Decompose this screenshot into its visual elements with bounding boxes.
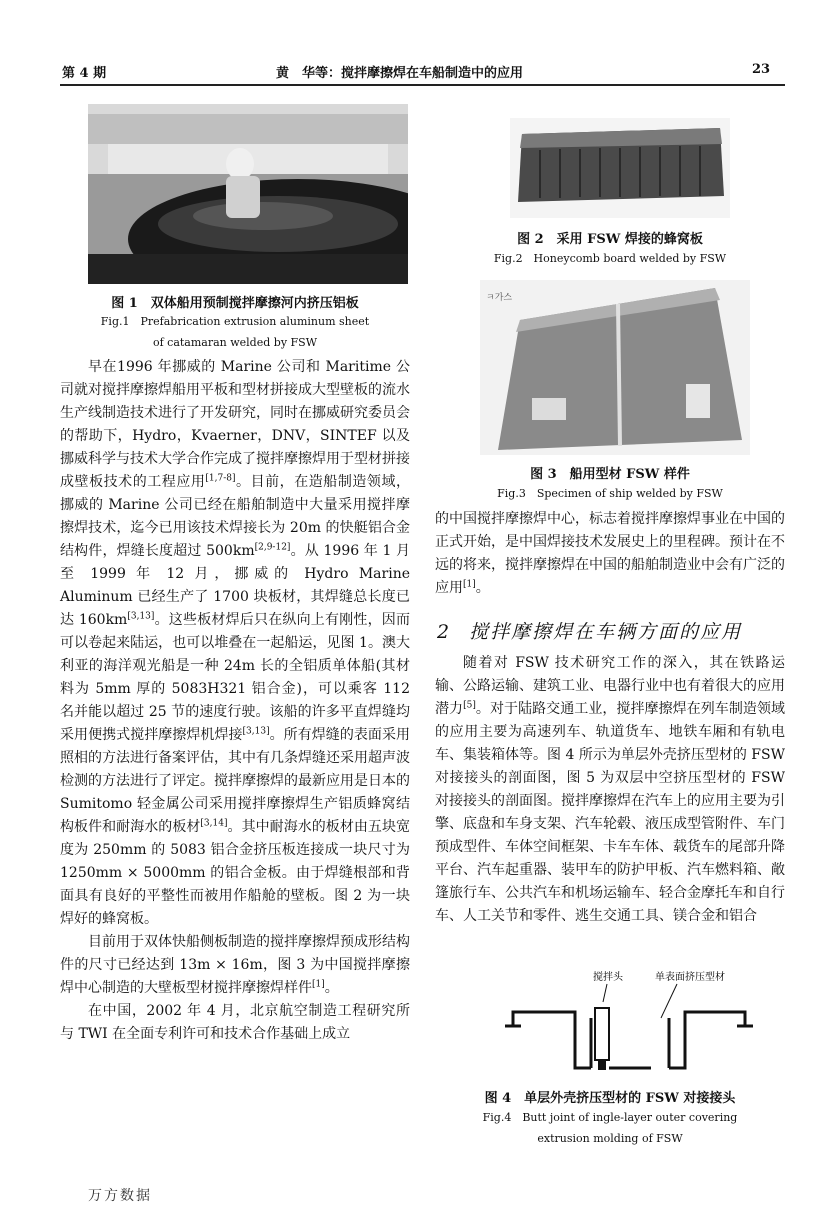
figure-4-caption: 图 4 单层外壳挤压型材的 FSW 对接接头	[484, 1091, 736, 1106]
section-number: 2	[437, 621, 452, 643]
butt-joint-diagram	[495, 968, 765, 1080]
figure-1-caption-en-line1: Fig.1 Prefabrication extrusion aluminum sheet	[100, 315, 370, 328]
figure-2-photo	[510, 118, 730, 218]
label-tool: 搅拌头	[593, 972, 623, 983]
figure-3-caption-en: Fig.3 Specimen of ship welded by FSW	[497, 487, 723, 500]
figure-2-caption-en: Fig.2 Honeycomb board welded by FSW	[493, 252, 727, 265]
issue-number: 第 4 期	[62, 66, 107, 81]
section-heading	[437, 617, 742, 644]
paragraph-vehicles: 随着对 FSW 技术研究工作的深入，其在铁路运输、公路运输、建筑工业、电器行业中也有着很大的应用潜力[5]。对于陆路交通工业，搅拌摩擦焊在列车制造领域的应用主要为高速列车、轨道货车、地铁车厢和有轨电车、集装箱体等。图 4 所示为单层外壳挤压型材的 FSW 对接接头的剖面图，图 5 为双层中空挤压型材的 FSW 对接接头的剖面图。搅拌摩擦焊在汽车上的应用主要为引擎、底盘和车身支架、汽车轮毂、液压成型管附件、车门预成型件、车体空间框架、卡车车体、载货车的尾部升降平台、汽车起重器、装甲车的防护甲板、汽车燃料箱、敞篷旅行车、公共汽车和机场运输车、轻合金摩托车和自行车、人工关节和零件、逃生交通工具、镁合金和铝合	[435, 655, 786, 924]
ship-specimen-image	[480, 280, 750, 455]
figure-4-diagram	[495, 968, 765, 1080]
figure-1-caption-en-line2: of catamaran welded by FSW	[152, 336, 318, 349]
left-column	[60, 356, 410, 1046]
honeycomb-board-image	[510, 118, 730, 218]
figure-4-caption-en-line1: Fig.4 Butt joint of ingle-layer outer covering	[482, 1111, 738, 1124]
figure-3-tag: ㅋ가스	[486, 293, 513, 303]
figure-1-photo	[88, 104, 408, 284]
figure-3-photo	[480, 280, 750, 455]
stir-tool-shoulder	[595, 1008, 609, 1060]
figure-1-caption: 图 1 双体船用预制搅拌摩擦河内挤压铝板	[111, 296, 359, 311]
stir-tool-pin	[598, 1060, 606, 1070]
right-column-section	[435, 652, 785, 928]
footer-watermark: 万方数据	[88, 1188, 152, 1204]
label-profile: 单表面挤压型材	[655, 972, 725, 983]
page-number: 23	[752, 62, 771, 77]
header-rule	[60, 84, 785, 86]
figure-4-caption-en-line2: extrusion molding of FSW	[537, 1132, 683, 1145]
right-column-top	[435, 508, 785, 600]
section-title: 搅拌摩擦焊在车辆方面的应用	[469, 621, 743, 643]
catamaran-sheet-image	[88, 104, 408, 284]
paragraph-norway: 早在1996 年挪威的 Marine 公司和 Maritime 公司就对搅拌摩擦焊船用平板和型材拼接成大型壁板的流水生产线制造技术进行了开发研究，同时在挪威研究委员会的帮助下，Hydro，Kvaerner，DNV，SINTEF 以及挪威科学与技术大学合作完成了搅拌摩擦焊用于型材拼接成壁板技术的工程应用[1,7-8]。目前，在造船制造领域，挪威的 Marine 公司已经在船舶制造中大量采用搅拌摩擦焊技术，迄今已用该技术焊接长为 20m 的快艇铝合金结构件，焊缝长度超过 500km[2,9-12]。从 1996 年 1 月至 1999 年 12 月，挪威的 Hydro Marine Aluminum 已经生产了 1700 块板材，其焊缝总长度已达 160km[3,13]。这些板材焊后只在纵向上有刚性，因而可以卷起来陆运，也可以堆叠在一起船运，见图 1。澳大利亚的海洋观光船是一种 24m 长的全铝质单体船(其材料为 5mm 厚的 5083H321 铝合金)，可以乘客 112 名并能以超过 25 节的速度行驶。该船的许多平直焊缝均采用便携式搅拌摩擦焊机焊接[3,13]。所有焊缝的表面采用照相的方法进行备案评估，其中有几条焊缝还采用超声波检测的方法进行了评定。搅拌摩擦焊的最新应用是日本的 Sumitomo 轻金属公司采用搅拌摩擦焊生产铝质蜂窝结构板件和耐海水的板材[3,14]。其中耐海水的板材由五块宽度为 250mm 的 5083 铝合金挤压板连接成一块尺寸为 1250mm × 5000mm 的铝合金板。由于焊缝根部和背面具有良好的平整性而被用作船舱的壁板。图 2 为一块焊好的蜂窝板。	[60, 359, 411, 927]
running-title: 黄 华等：搅拌摩擦焊在车船制造中的应用	[276, 66, 524, 81]
figure-2-caption: 图 2 采用 FSW 焊接的蜂窝板	[517, 232, 703, 247]
figure-3-caption: 图 3 船用型材 FSW 样件	[530, 467, 690, 482]
paragraph-catamaran: 目前用于双体快船侧板制造的搅拌摩擦焊预成形结构件的尺寸已经达到 13m × 16m，图 3 为中国搅拌摩擦焊中心制造的大壁板型材搅拌摩擦焊样件[1]。	[60, 934, 410, 996]
paragraph-china: 在中国，2002 年 4 月，北京航空制造工程研究所与 TWI 在全面专利许可和技术合作基础上成立	[60, 1003, 410, 1042]
paragraph-china-continued: 的中国搅拌摩擦焊中心，标志着搅拌摩擦焊事业在中国的正式开始，是中国焊接技术发展史上的里程碑。预计在不远的将来，搅拌摩擦焊在中国的船舶制造业中会有广泛的应用[1]。	[435, 511, 785, 596]
